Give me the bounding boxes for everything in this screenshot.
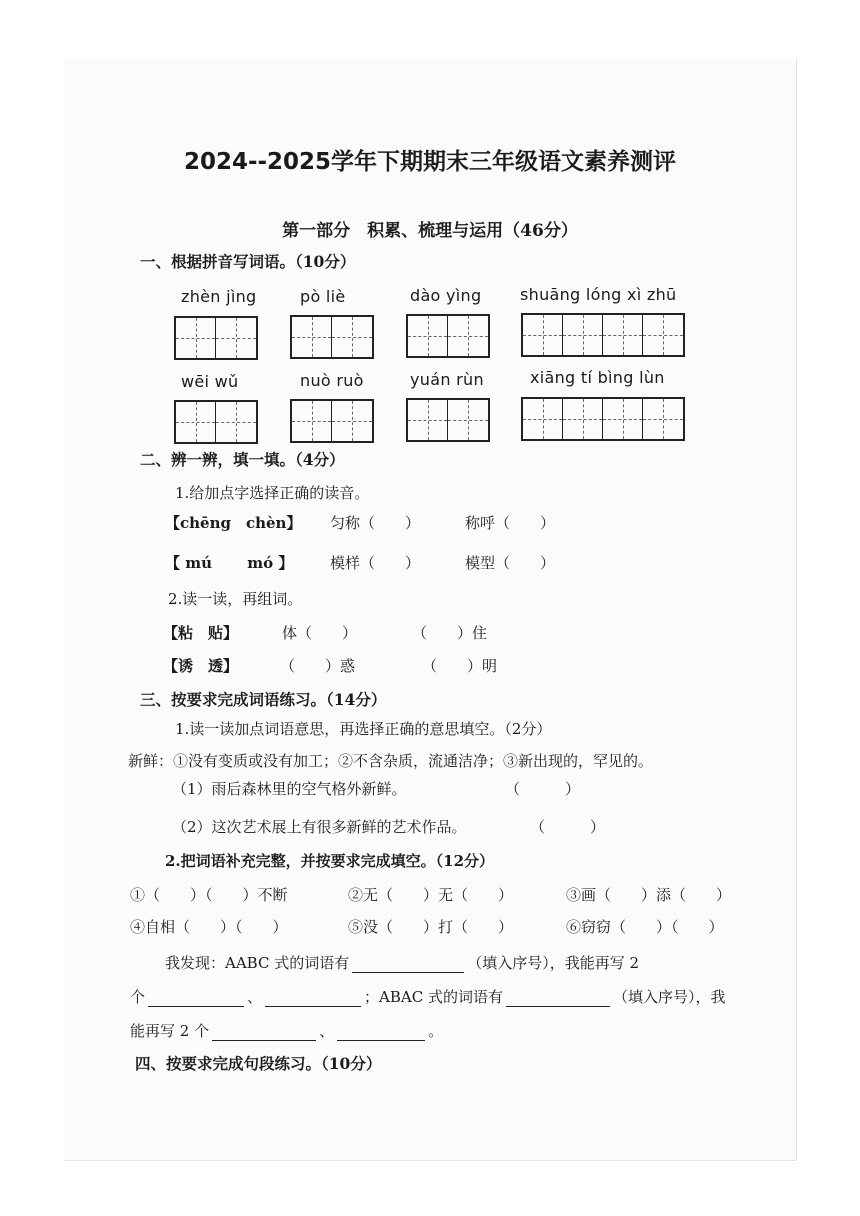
finding-aabc-label: 我发现：AABC 式的词语有	[165, 954, 350, 972]
word-fill-huo[interactable]: （ ）惑	[280, 657, 356, 675]
section-4-heading: 四、按要求完成句段练习。（10分）	[135, 1054, 382, 1073]
finding-abac-label: ；ABAC 式的词语有	[364, 988, 503, 1006]
separator: 、	[247, 988, 263, 1006]
exam-title: 2024--2025学年下期期末三年级语文素养测评	[183, 149, 677, 175]
pinyin-8: xiāng tí bìng lùn	[530, 368, 665, 387]
aabc-write-blank-1[interactable]	[148, 1006, 244, 1007]
pinyin-7: yuán rùn	[410, 370, 484, 389]
section-3-sub2: 2.把词语补充完整，并按要求完成填空。（12分）	[165, 852, 495, 870]
meanings-line: 新鲜：①没有变质或没有加工；②不含杂质，流通洁净；③新出现的，罕见的。	[128, 752, 654, 770]
word-fill-ti[interactable]: 体（ ）	[282, 624, 358, 642]
finding-line-3	[130, 1020, 443, 1041]
char-grid-7[interactable]	[406, 398, 490, 442]
finding-abac-note: （填入序号），我	[612, 988, 726, 1006]
part-one-heading: 第一部分 积累、梳理与运用（46分）	[282, 221, 578, 241]
char-grid-3[interactable]	[406, 314, 490, 358]
char-grid-8[interactable]	[521, 397, 685, 441]
section-2-sub1: 1.给加点字选择正确的读音。	[175, 484, 370, 502]
sentence-1-answer[interactable]: （ ）	[505, 780, 581, 798]
abac-answer-blank[interactable]	[506, 1006, 610, 1007]
char-grid-2[interactable]	[290, 315, 374, 359]
word-muyang[interactable]: 模样（ ）	[330, 554, 421, 572]
word-fill-ming[interactable]: （ ）明	[422, 657, 498, 675]
period: 。	[428, 1022, 444, 1040]
abac-write-blank-2[interactable]	[337, 1040, 425, 1041]
abac-write-blank-1[interactable]	[212, 1040, 316, 1041]
idiom-2[interactable]: ②无（ ）无（ ）	[348, 886, 514, 904]
finding-line-2	[130, 986, 725, 1007]
finding-line-1	[165, 952, 639, 973]
idiom-5[interactable]: ⑤没（ ）打（ ）	[348, 918, 514, 936]
pinyin-6: nuò ruò	[300, 371, 364, 390]
word-yunchen[interactable]: 匀称（ ）	[330, 514, 421, 532]
word-fill-zhu[interactable]: （ ）住	[412, 624, 488, 642]
word-moxing[interactable]: 模型（ ）	[465, 554, 556, 572]
reading-options-2: 【 mú mó 】	[165, 554, 294, 572]
idiom-4[interactable]: ④自相（ ）（ ）	[130, 918, 288, 936]
char-grid-1[interactable]	[174, 316, 258, 360]
pinyin-3: dào yìng	[410, 286, 482, 305]
pinyin-4: shuāng lóng xì zhū	[520, 285, 677, 304]
char-pair-2: 【诱 透】	[163, 657, 239, 675]
finding-write-two: 能再写 2 个	[130, 1022, 210, 1040]
sentence-2-answer[interactable]: （ ）	[530, 818, 606, 836]
section-2-sub2: 2.读一读，再组词。	[168, 590, 303, 608]
finding-count-text: 个	[130, 988, 146, 1006]
char-grid-6[interactable]	[290, 399, 374, 443]
separator: 、	[319, 1022, 335, 1040]
word-chenghu[interactable]: 称呼（ ）	[465, 514, 556, 532]
aabc-write-blank-2[interactable]	[265, 1006, 361, 1007]
sentence-1: （1）雨后森林里的空气格外新鲜。	[172, 780, 407, 798]
idiom-1[interactable]: ①（ ）（ ）不断	[130, 886, 288, 904]
section-3-heading: 三、按要求完成词语练习。（14分）	[140, 690, 387, 709]
pinyin-5: wēi wǔ	[181, 372, 239, 391]
section-1-heading: 一、根据拼音写词语。（10分）	[140, 252, 356, 271]
reading-options-1: 【chēng chèn】	[165, 514, 302, 532]
section-3-sub1: 1.读一读加点词语意思，再选择正确的意思填空。（2分）	[175, 720, 552, 738]
idiom-3[interactable]: ③画（ ）添（ ）	[566, 886, 732, 904]
idiom-6[interactable]: ⑥窃窃（ ）（ ）	[566, 918, 724, 936]
char-pair-1: 【粘 贴】	[163, 624, 239, 642]
finding-aabc-note: （填入序号），我能再写 2	[467, 954, 640, 972]
sentence-2: （2）这次艺术展上有很多新鲜的艺术作品。	[172, 818, 467, 836]
aabc-answer-blank[interactable]	[352, 972, 464, 973]
char-grid-4[interactable]	[521, 313, 685, 357]
section-2-heading: 二、辨一辨，填一填。（4分）	[140, 450, 345, 469]
char-grid-5[interactable]	[174, 400, 258, 444]
pinyin-1: zhèn jìng	[181, 287, 257, 306]
pinyin-2: pò liè	[300, 287, 346, 306]
